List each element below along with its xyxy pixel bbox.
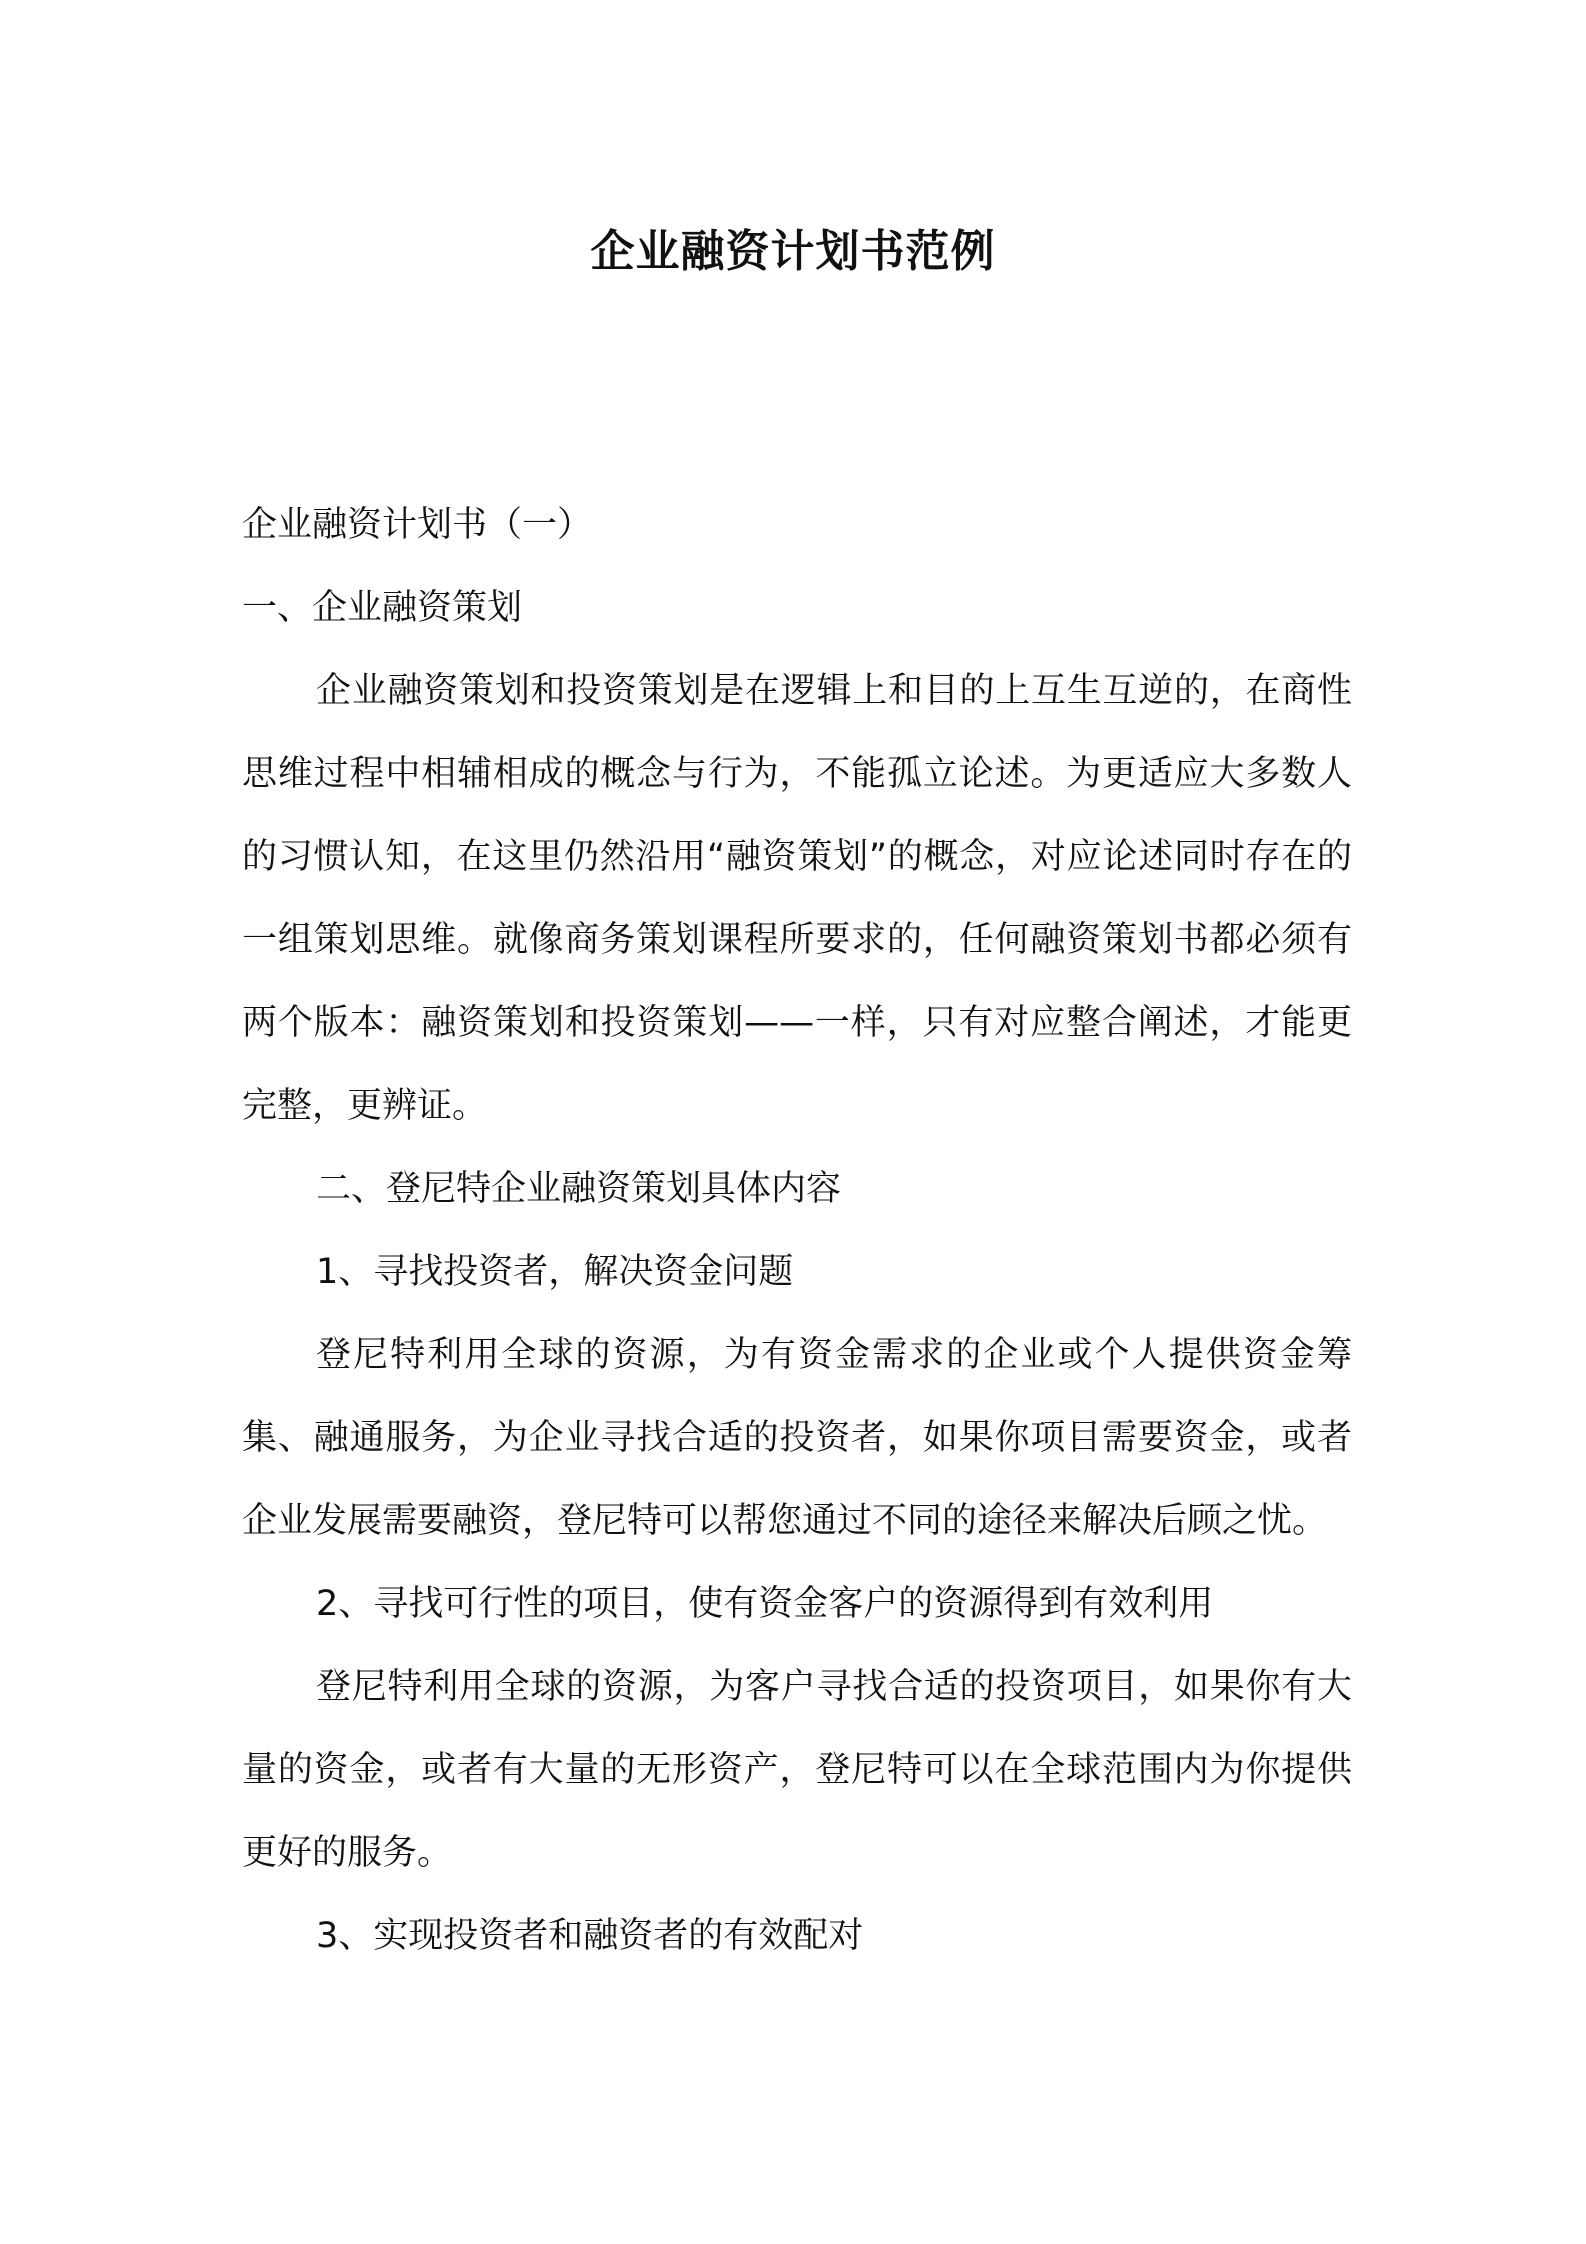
section-heading: 企业融资计划书（一） — [242, 505, 593, 545]
document-body — [242, 484, 1352, 1978]
subsection-heading: 3、实现投资者和融资者的有效配对 — [316, 1916, 864, 1956]
subsection-heading: 2、寻找可行性的项目，使有资金客户的资源得到有效利用 — [316, 1584, 1214, 1624]
body-paragraph: 企业融资策划和投资策划是在逻辑上和目的上互生互逆的，在商性思维过程中相辅相成的概念与行为，不能孤立论述。为更适应大多数人的习惯认知，在这里仍然沿用“融资策划”的概念，对应论述同时存在的一组策划思维。就像商务策划课程所要求的，任何融资策划书都必须有两个版本：融资策划和投资策划——一样，只有对应整合阐述，才能更完整，更辨证。 — [242, 671, 1352, 1126]
subsection-heading: 1、寻找投资者，解决资金问题 — [316, 1252, 794, 1292]
body-paragraph: 登尼特利用全球的资源，为有资金需求的企业或个人提供资金筹集、融通服务，为企业寻找合适的投资者，如果你项目需要资金，或者企业发展需要融资，登尼特可以帮您通过不同的途径来解决后顾之忧。 — [242, 1335, 1352, 1541]
body-paragraph: 登尼特利用全球的资源，为客户寻找合适的投资项目，如果你有大量的资金，或者有大量的无形资产，登尼特可以在全球范围内为你提供更好的服务。 — [242, 1667, 1352, 1873]
document-title: 企业融资计划书范例 — [590, 226, 996, 277]
section-heading: 二、登尼特企业融资策划具体内容 — [316, 1169, 842, 1209]
section-heading: 一、企业融资策划 — [242, 588, 523, 628]
